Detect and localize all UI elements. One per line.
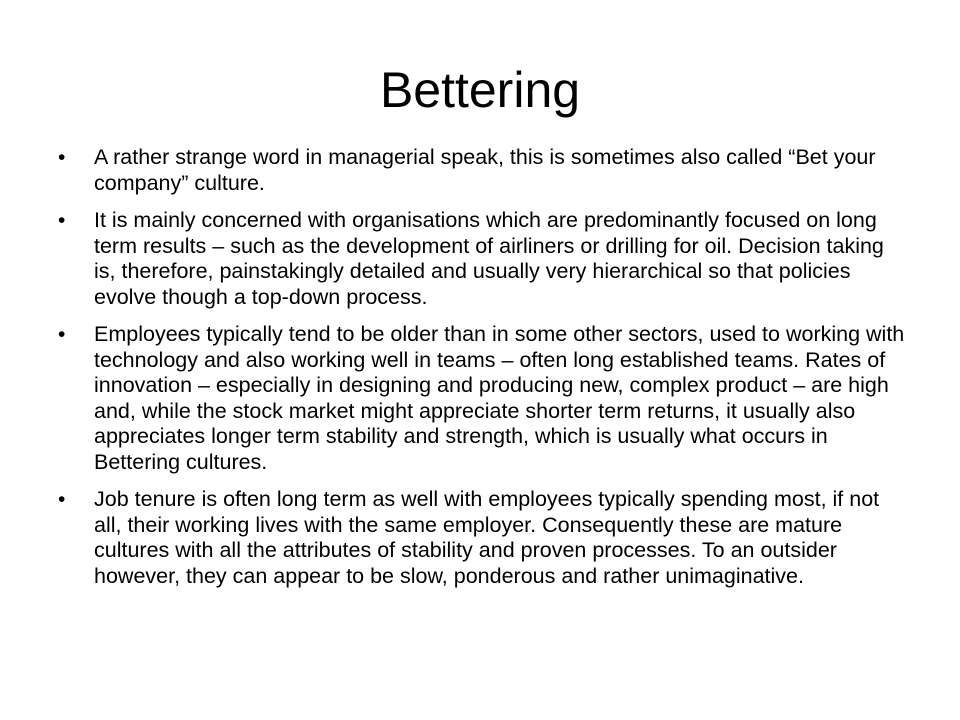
bullet-item-3	[58, 322, 908, 475]
bullet-item-2	[58, 208, 908, 310]
bullet-item-4	[58, 487, 908, 589]
bullet-list	[58, 145, 908, 601]
bullet-text: Employees typically tend to be older than in some other sectors, used to working with technology and also working well in teams – often long established teams. Rates of innovation – especially in designing and producing new, complex product – are high and, while the stock market might appreciate shorter term returns, it usually also appreciates longer term stability and strength, which is usually what occurs in Bettering cultures.	[94, 322, 905, 474]
bullet-marker-icon: •	[58, 323, 66, 346]
bullet-marker-icon: •	[58, 488, 66, 511]
bullet-item-1	[58, 145, 908, 196]
bullet-marker-icon: •	[58, 146, 66, 169]
bullet-marker-icon: •	[58, 209, 66, 232]
slide-title: Bettering	[379, 62, 581, 118]
bullet-text: Job tenure is often long term as well with employees typically spending most, if not all, their working lives with the same employer. Consequently these are mature cultures with all the attributes of stability and proven processes. To an outsider however, they can appear to be slow, ponderous and rather unimaginative.	[94, 487, 880, 588]
bullet-text: It is mainly concerned with organisations which are predominantly focused on long term results – such as the development of airliners or drilling for oil. Decision taking is, therefore, painstakingly detailed and usually very hierarchical so that policies evolve though a top-down process.	[94, 208, 884, 309]
bullet-text: A rather strange word in managerial speak, this is sometimes also called “Bet your company” culture.	[94, 145, 876, 195]
